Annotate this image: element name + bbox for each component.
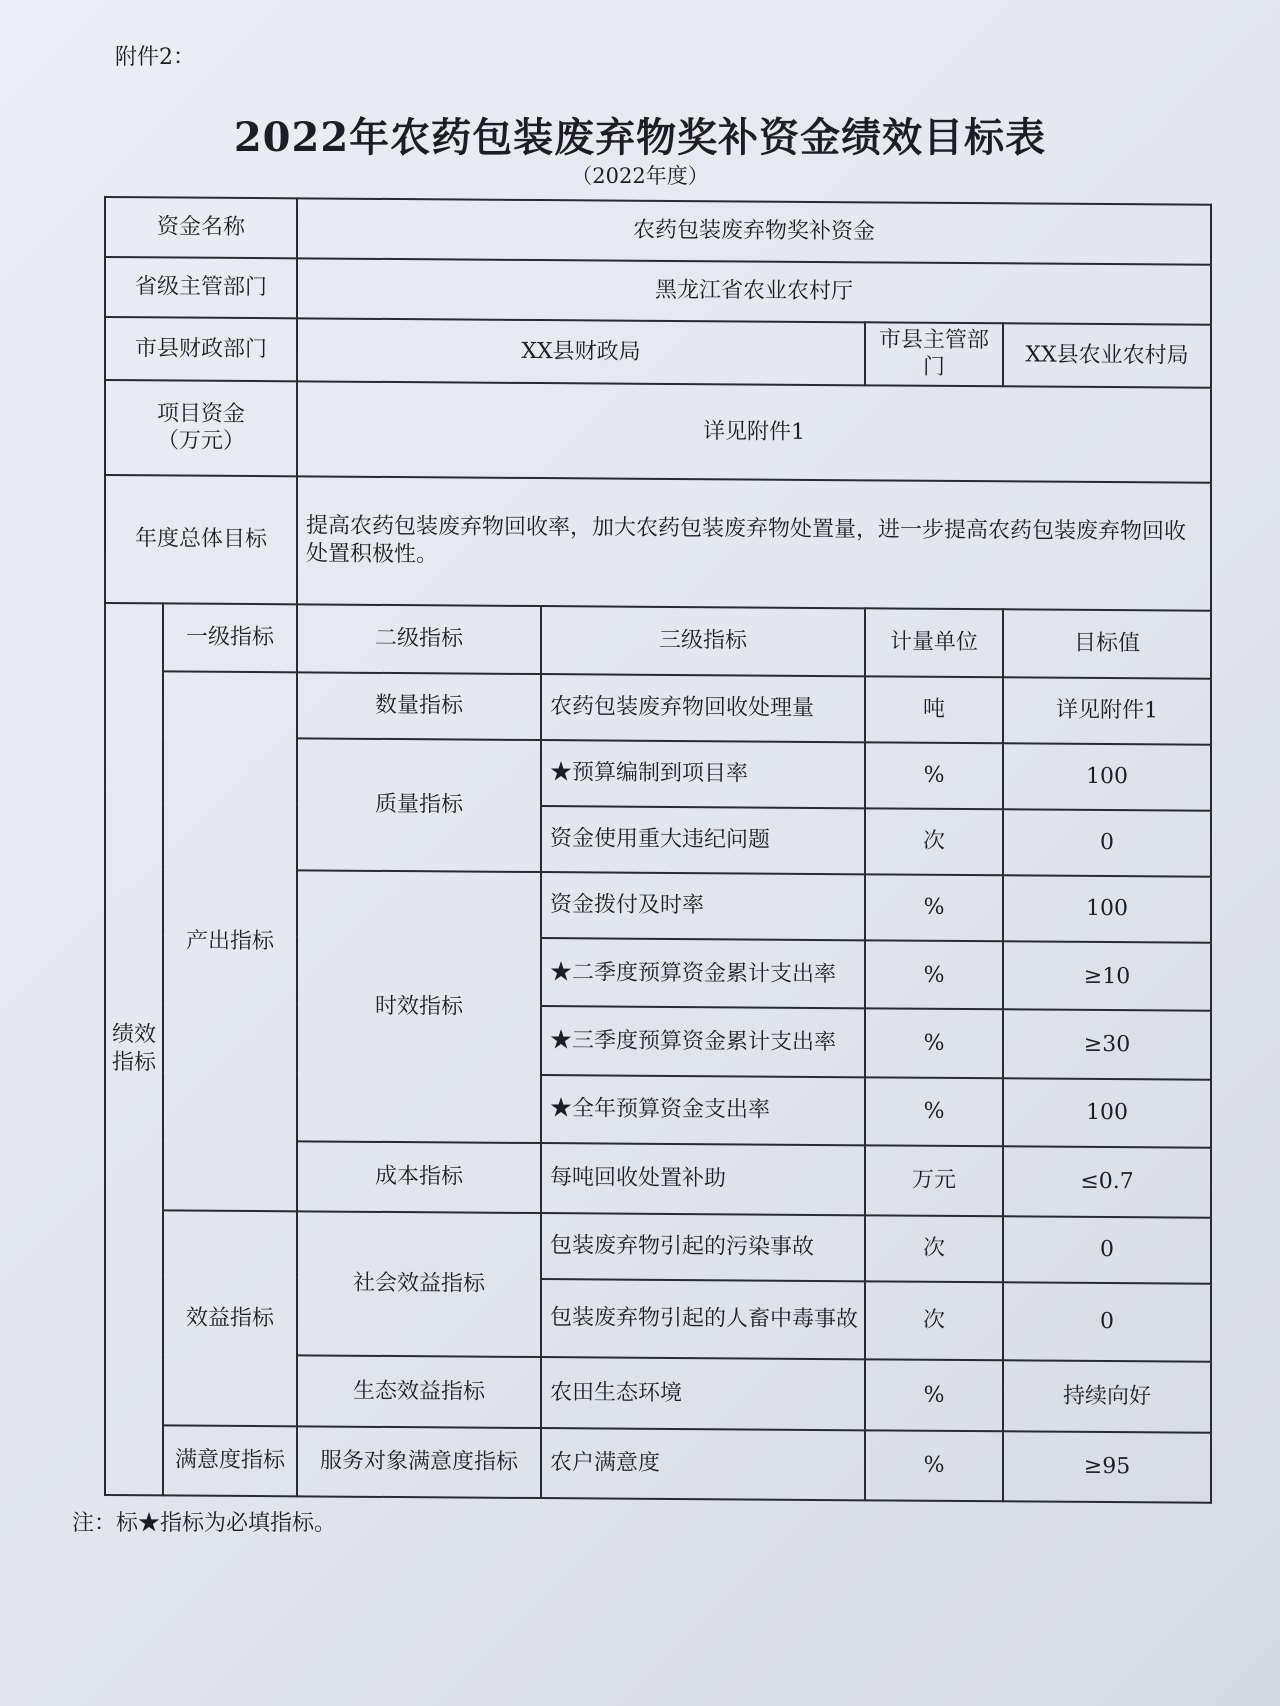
indicator-name: ★预算编制到项目率: [541, 740, 865, 808]
performance-indicators-label: 绩效 指标: [105, 603, 163, 1496]
indicator-name: 资金拨付及时率: [541, 872, 865, 940]
indicator-name: 农田生态环境: [541, 1357, 865, 1429]
indicator-name: 包装废弃物引起的污染事故: [541, 1213, 865, 1281]
city-dept-value: XX县农业农村局: [1003, 323, 1211, 387]
indicator-target: ≥30: [1003, 1010, 1211, 1080]
indicator-target: 详见附件1: [1003, 677, 1211, 745]
prov-dept-row: [105, 257, 1211, 325]
ecological-indicator-label: 生态效益指标: [297, 1356, 541, 1428]
project-fund-row: [105, 380, 1211, 483]
annual-goal-label: 年度总体目标: [105, 475, 297, 604]
indicator-unit: %: [865, 1077, 1003, 1146]
fund-name-value: 农药包装废弃物奖补资金: [297, 198, 1211, 264]
indicator-name: 每吨回收处置补助: [541, 1143, 865, 1215]
quantity-indicator-label: 数量指标: [297, 672, 541, 740]
city-finance-label: 市县财政部门: [105, 317, 297, 381]
satisfaction-indicators-label: 满意度指标: [163, 1425, 297, 1496]
city-dept-row: [105, 317, 1211, 388]
social-indicator-label: 社会效益指标: [297, 1211, 541, 1357]
header-target: 目标值: [1003, 609, 1211, 679]
fund-name-label: 资金名称: [105, 197, 297, 258]
indicator-target: ≤0.7: [1003, 1146, 1211, 1218]
indicator-name: ★全年预算资金支出率: [541, 1075, 865, 1145]
performance-target-table: [104, 196, 1212, 1504]
indicator-name: 资金使用重大违纪问题: [541, 806, 865, 874]
indicator-name: 农药包装废弃物回收处理量: [541, 674, 865, 742]
indicator-name: ★三季度预算资金累计支出率: [541, 1006, 865, 1076]
indicator-target: 100: [1003, 743, 1211, 811]
indicator-unit: %: [865, 1360, 1003, 1431]
indicator-unit: 次: [865, 1281, 1003, 1360]
indicator-unit: 吨: [865, 676, 1003, 743]
indicator-target: 0: [1003, 1282, 1211, 1362]
prov-dept-label: 省级主管部门: [105, 257, 297, 318]
project-fund-label: 项目资金 （万元）: [105, 380, 297, 476]
footnote: 注：标★指标为必填指标。: [72, 1511, 337, 1536]
indicator-name: ★二季度预算资金累计支出率: [541, 938, 865, 1008]
prov-dept-value: 黑龙江省农业农村厅: [297, 258, 1211, 324]
indicator-target: ≥10: [1003, 942, 1211, 1012]
document-subtitle: （2022年度）: [571, 164, 709, 188]
project-fund-value: 详见附件1: [297, 381, 1211, 482]
quality-indicator-label: 质量指标: [297, 738, 541, 872]
city-dept-label: 市县主管部门: [865, 322, 1003, 386]
indicator-unit: %: [865, 1009, 1003, 1078]
indicator-unit: 万元: [865, 1145, 1003, 1216]
header-level2: 二级指标: [297, 604, 541, 674]
output-indicators-label: 产出指标: [163, 671, 297, 1211]
indicator-unit: %: [865, 742, 1003, 809]
benefit-indicators-label: 效益指标: [163, 1210, 297, 1426]
cost-indicator-label: 成本指标: [297, 1141, 541, 1213]
header-level1: 一级指标: [163, 603, 297, 672]
document-title: 2022年农药包装废弃物奖补资金绩效目标表: [233, 114, 1047, 161]
header-level3: 三级指标: [541, 606, 865, 676]
indicator-name: 包装废弃物引起的人畜中毒事故: [541, 1279, 865, 1360]
table-row: [105, 671, 1211, 745]
indicator-unit: 次: [865, 1215, 1003, 1282]
indicator-header-row: [105, 603, 1211, 679]
indicator-unit: %: [865, 1430, 1003, 1501]
indicator-target: 0: [1003, 809, 1211, 877]
attachment-label: 附件2：: [115, 45, 195, 70]
fund-name-row: [105, 197, 1211, 265]
indicator-name: 农户满意度: [541, 1428, 865, 1501]
service-satisfaction-label: 服务对象满意度指标: [297, 1426, 541, 1498]
city-finance-value: XX县财政局: [297, 318, 865, 385]
annual-goal-row: [105, 475, 1211, 611]
indicator-unit: %: [865, 941, 1003, 1010]
indicator-target: 持续向好: [1003, 1361, 1211, 1433]
annual-goal-value: 提高农药包装废弃物回收率，加大农药包装废弃物处置量，进一步提高农药包装废弃物回收处置积极性。: [297, 476, 1211, 610]
indicator-unit: %: [865, 874, 1003, 941]
indicator-target: ≥95: [1003, 1431, 1211, 1503]
table-row: [105, 1210, 1211, 1284]
timeliness-indicator-label: 时效指标: [297, 871, 541, 1143]
indicator-unit: 次: [865, 808, 1003, 875]
table-row: [105, 1425, 1211, 1503]
indicator-target: 0: [1003, 1216, 1211, 1284]
indicator-target: 100: [1003, 1078, 1211, 1148]
header-unit: 计量单位: [865, 608, 1003, 677]
indicator-target: 100: [1003, 875, 1211, 943]
